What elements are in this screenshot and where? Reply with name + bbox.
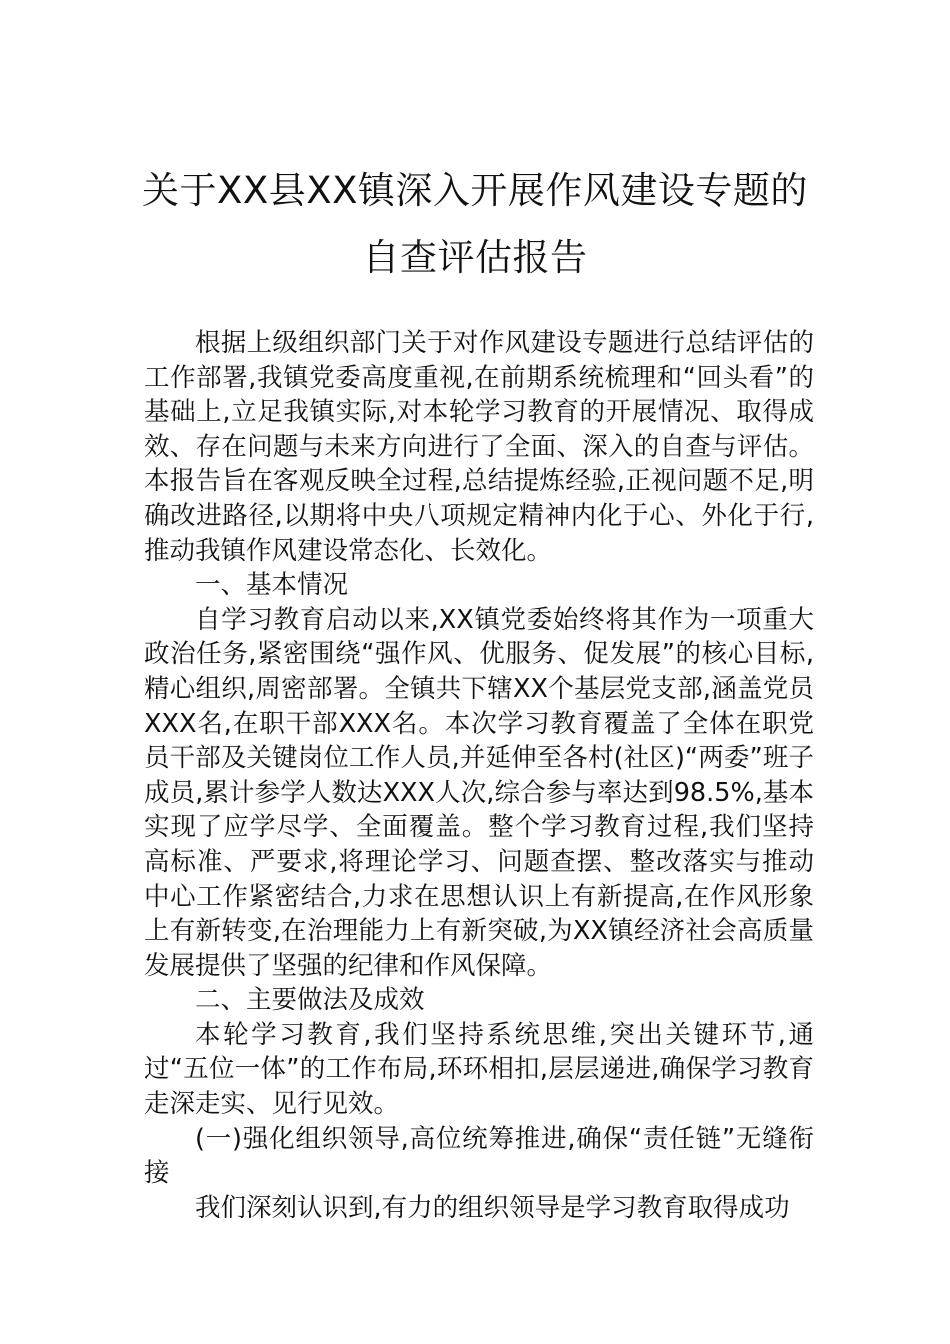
main-practices-paragraph: 本轮学习教育,我们坚持系统思维,突出关键环节,通过“五位一体”的工作布局,环环相扣,层层递进,确保学习教育走深走实、见行见效。: [144, 1019, 814, 1120]
document-body: [144, 326, 814, 1225]
subsection-heading-organization: (一)强化组织领导,高位统筹推进,确保“责任链”无缝衔接: [144, 1123, 814, 1189]
document-title-line-2: 自查评估报告: [362, 236, 588, 279]
intro-paragraph: 根据上级组织部门关于对作风建设专题进行总结评估的工作部署,我镇党委高度重视,在前期系统梳理和“回头看”的基础上,立足我镇实际,对本轮学习教育的开展情况、取得成效、存在问题与未来方向进行了全面、深入的自查与评估。本报告旨在客观反映全过程,总结提炼经验,正视问题不足,明确改进路径,以期将中央八项规定精神内化于心、外化于行,推动我镇作风建设常态化、长效化。: [144, 328, 814, 566]
document-title-line-1: 关于XX县XX镇深入开展作风建设专题的: [142, 169, 808, 212]
organization-paragraph: 我们深刻认识到,有力的组织领导是学习教育取得成功: [195, 1192, 790, 1223]
basic-situation-paragraph: 自学习教育启动以来,XX镇党委始终将其作为一项重大政治任务,紧密围绕“强作风、优服务、促发展”的核心目标,精心组织,周密部署。全镇共下辖XX个基层党支部,涵盖党员XXX名,在职干部XXX名。本次学习教育覆盖了全体在职党员干部及关键岗位工作人员,并延伸至各村(社区)“两委”班子成员,累计参学人数达XXX人次,综合参与率达到98.5%,基本实现了应学尽学、全面覆盖。整个学习教育过程,我们坚持高标准、严要求,将理论学习、问题查摆、整改落实与推动中心工作紧密结合,力求在思想认识上有新提高,在作风形象上有新转变,在治理能力上有新突破,为XX镇经济社会高质量发展提供了坚强的纪律和作风保障。: [144, 604, 814, 981]
section-heading-main-practices: 二、主要做法及成效: [195, 985, 425, 1016]
section-heading-basic-situation: 一、基本情况: [195, 570, 349, 601]
